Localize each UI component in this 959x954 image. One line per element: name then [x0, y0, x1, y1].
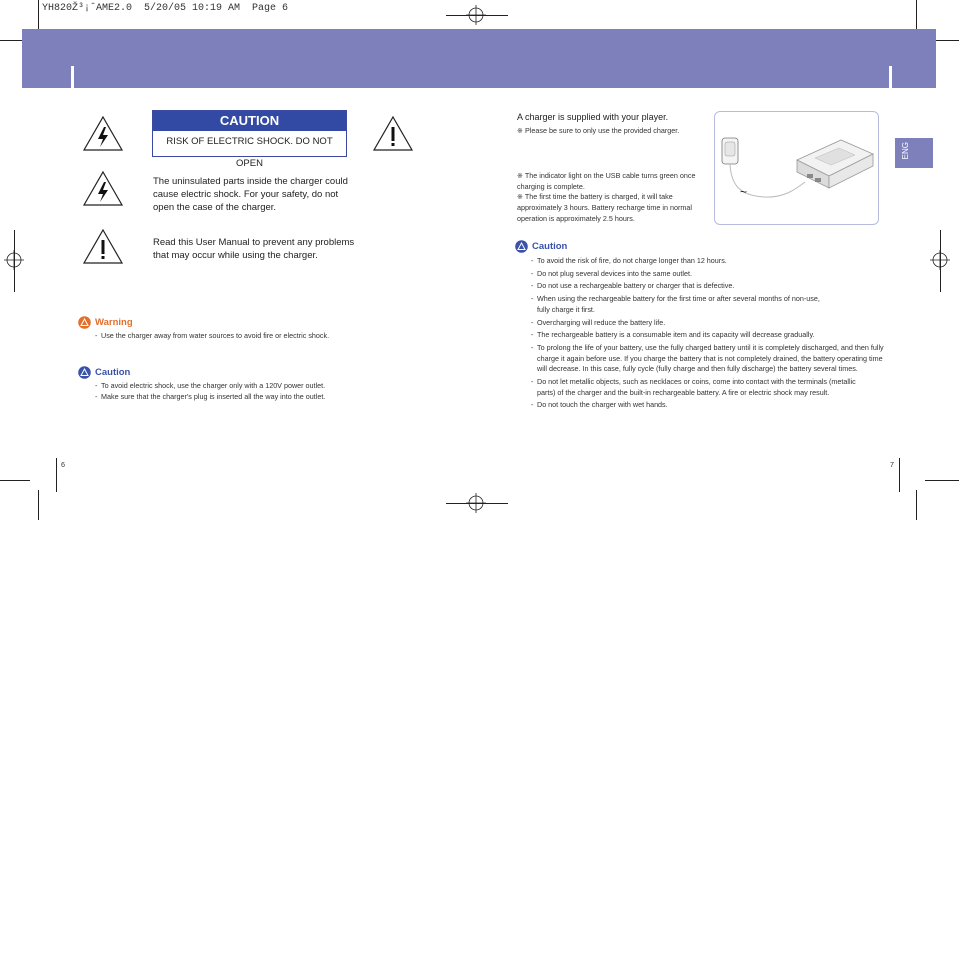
note-item: ※ The indicator light on the USB cable turns green once charging is complete.: [517, 171, 696, 191]
warning-badge-icon: [78, 316, 91, 329]
caution-badge-icon: [78, 366, 91, 379]
header-band-notch: [889, 66, 892, 88]
warning-title: Warning: [95, 317, 133, 328]
caution-title-left: Caution: [95, 367, 131, 378]
note-item: ※ The first time the battery is charged, it will take approximately 3 hours. Battery recharge time in normal operation is approximately 2.5 hours.: [517, 192, 692, 223]
list-item: - When using the rechargeable battery for the first time or after several months of non-use, fully charge it first.: [531, 294, 827, 315]
list-item: - To prolong the life of your battery, use the fully charged battery until it is completely discharged, and then fully charge it again before use. If you charge the battery that is not completely drained, the battery operating time will decrease. In this case, fully cycle (fully charge and then fully discharge) the battery several times.: [531, 343, 893, 375]
ac-symbol-icon: ~: [740, 185, 748, 199]
page-number-right: 7: [890, 460, 894, 469]
caution-label-box: [152, 110, 347, 169]
list-item: - Do not let metallic objects, such as necklaces or coins, come into contact with the terminals (metallic parts) of the charger and the built-in rechargeable battery. A fire or electric shock may result.: [531, 377, 867, 398]
list-item: - Use the charger away from water sources to avoid fire or electric shock.: [95, 331, 395, 342]
language-tab: [895, 138, 933, 168]
list-item: - The rechargeable battery is a consumable item and its capacity will decrease gradually.: [531, 330, 893, 341]
manual-paragraph: Read this User Manual to prevent any problems that may occur while using the charger.: [153, 237, 355, 261]
header-band: [22, 29, 936, 88]
crop-mark: [446, 15, 508, 16]
exclamation-warning-icon: [82, 228, 124, 265]
crop-mark: [38, 490, 39, 520]
language-tab-label: ENG: [901, 142, 910, 160]
caution-list-right: [531, 256, 893, 411]
crop-mark: [940, 230, 941, 292]
page-number-left: 6: [61, 460, 65, 469]
crop-mark: [446, 503, 508, 504]
caution-label-subtitle: RISK OF ELECTRIC SHOCK. DO NOT OPEN: [166, 136, 333, 169]
caution-title-right: Caution: [532, 241, 568, 252]
crop-mark: [38, 0, 39, 30]
crop-mark: [916, 490, 917, 520]
list-item: - Do not use a rechargeable battery or charger that is defective.: [531, 281, 893, 292]
list-item: - Make sure that the charger's plug is inserted all the way into the outlet.: [95, 392, 395, 403]
crop-mark: [0, 480, 30, 481]
warning-list: [95, 331, 395, 342]
crop-mark: [925, 480, 959, 481]
electric-shock-warning-icon: [82, 170, 124, 207]
crop-mark: [916, 0, 917, 30]
list-item: - To avoid electric shock, use the charger only with a 120V power outlet.: [95, 381, 395, 392]
shock-paragraph: The uninsulated parts inside the charger could cause electric shock. For your safety, do not open the case of the charger.: [153, 176, 348, 213]
charger-intro: A charger is supplied with your player.: [517, 112, 669, 122]
caution-list-left: [95, 381, 395, 402]
exclamation-warning-icon: [372, 115, 414, 152]
charger-illustration: [715, 112, 878, 224]
list-item: - Overcharging will reduce the battery life.: [531, 318, 893, 329]
notes-list: [517, 171, 707, 225]
crop-mark: [899, 458, 900, 492]
note-top: ※ Please be sure to only use the provided charger.: [517, 126, 680, 135]
caution-badge-icon: [515, 240, 528, 253]
list-item: - Do not touch the charger with wet hands.: [531, 400, 893, 411]
charger-illustration-frame: [714, 111, 879, 225]
crop-mark: [14, 230, 15, 292]
list-item: - Do not plug several devices into the same outlet.: [531, 269, 893, 280]
electric-shock-warning-icon: [82, 115, 124, 152]
list-item: - To avoid the risk of fire, do not charge longer than 12 hours.: [531, 256, 893, 267]
print-slug: YH820Ž³¡ˆAME2.0 5/20/05 10:19 AM Page 6: [42, 3, 289, 14]
header-band-notch: [71, 66, 74, 88]
crop-mark: [56, 458, 57, 492]
caution-label-title: CAUTION: [153, 111, 346, 131]
